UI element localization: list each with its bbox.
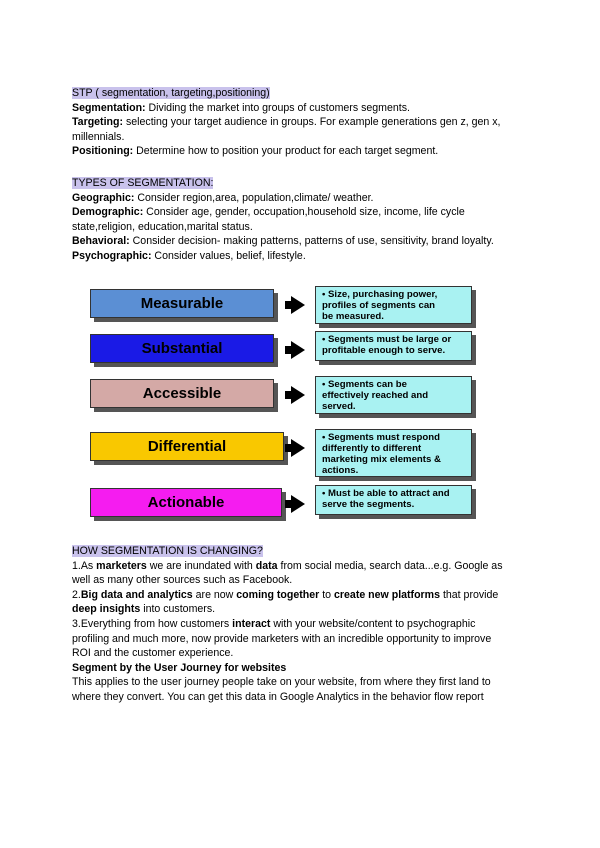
criteria-text-line: be measured.: [322, 311, 384, 322]
criteria-box-substantial: [315, 331, 472, 361]
point-1-line: 1.As marketers we are inundated with data from social media, search data...e.g. Google as: [72, 559, 503, 572]
arrow-right-icon: [291, 341, 305, 359]
journey-heading: Segment by the User Journey for websites: [72, 661, 287, 674]
stp-section: [72, 86, 532, 159]
point-2-line: 2.Big data and analytics are now coming together to create new platforms that provide: [72, 588, 499, 601]
segmentation-line: [72, 101, 532, 116]
criteria-box-differential: [315, 429, 472, 477]
criteria-text-line: • Segments can be: [322, 379, 407, 390]
psychographic-label: Psychographic:: [72, 249, 152, 262]
arrow-right-icon: [291, 296, 305, 314]
criteria-row-differential: [90, 429, 490, 476]
arrow-right-icon: [291, 386, 305, 404]
geographic-line: [72, 191, 532, 206]
criteria-bar-actionable: Actionable: [90, 488, 282, 517]
criteria-text-line: profiles of segments can: [322, 300, 436, 311]
point-3-line: 3.Everything from how customers interact with your website/content to psychographic: [72, 617, 476, 630]
point-3-line-2: profiling and much more, now provide marketers with an incredible opportunity to improve: [72, 632, 492, 645]
criteria-bar-accessible: Accessible: [90, 379, 274, 408]
geographic-label: Geographic:: [72, 191, 135, 204]
criteria-box-accessible: [315, 376, 472, 414]
criteria-text-line: • Segments must be large or: [322, 334, 452, 345]
point-1-line-2: well as many other sources such as Facebook.: [72, 574, 293, 587]
criteria-text-line: marketing mix elements &: [322, 454, 441, 465]
changing-section: [72, 544, 532, 705]
changing-heading: HOW SEGMENTATION IS CHANGING?: [72, 545, 263, 557]
criteria-text-line: serve the segments.: [322, 499, 415, 510]
psychographic-line: [72, 249, 532, 264]
journey-line-2: where they convert. You can get this data in Google Analytics in the behavior flow report: [72, 690, 484, 703]
segmentation-label: Segmentation:: [72, 101, 146, 114]
arrow-right-icon: [291, 439, 305, 457]
positioning-text: Determine how to position your product for each target segment.: [133, 145, 439, 158]
demographic-text: Consider age, gender, occupation,household size, income, life cycle: [143, 206, 465, 219]
criteria-box-actionable: [315, 485, 472, 515]
criteria-row-measurable: [90, 286, 490, 326]
behavioral-text: Consider decision- making patterns, patterns of use, sensitivity, brand loyalty.: [129, 235, 494, 248]
criteria-box-measurable: [315, 286, 472, 324]
arrow-right-icon: [291, 495, 305, 513]
criteria-bar-substantial: Substantial: [90, 334, 274, 363]
criteria-text-line: profitable enough to serve.: [322, 345, 446, 356]
targeting-line: [72, 115, 532, 130]
stp-heading: STP ( segmentation, targeting,positioning): [72, 87, 270, 99]
segmentation-criteria-diagram: [90, 286, 490, 526]
criteria-row-substantial: [90, 331, 490, 371]
journey-line-1: This applies to the user journey people take on your website, from where they first land to: [72, 676, 491, 689]
criteria-row-accessible: [90, 376, 490, 416]
criteria-bar-differential: Differential: [90, 432, 284, 461]
criteria-text-line: actions.: [322, 465, 359, 476]
types-section: [72, 176, 532, 264]
geographic-text: Consider region,area, population,climate/ weather.: [134, 191, 374, 204]
point-3-line-3: ROI and the customer experience.: [72, 647, 234, 660]
criteria-row-actionable: [90, 485, 490, 525]
criteria-text-line: served.: [322, 401, 356, 412]
targeting-line-2: millennials.: [72, 130, 125, 143]
demographic-label: Demographic:: [72, 206, 144, 219]
demographic-line: [72, 205, 532, 220]
criteria-text-line: differently to different: [322, 443, 422, 454]
segmentation-text: Dividing the market into groups of customers segments.: [145, 101, 410, 114]
criteria-text-line: • Segments must respond: [322, 432, 440, 443]
behavioral-label: Behavioral:: [72, 235, 130, 248]
demographic-line-2: state,religion, education,marital status.: [72, 220, 253, 233]
targeting-text: selecting your target audience in groups. For example generations gen z, gen x,: [123, 116, 501, 129]
criteria-text-line: • Size, purchasing power,: [322, 289, 438, 300]
targeting-label: Targeting:: [72, 116, 124, 129]
types-heading: TYPES OF SEGMENTATION:: [72, 177, 214, 189]
positioning-line: [72, 144, 532, 159]
point-2-line-2: deep insights into customers.: [72, 603, 216, 616]
criteria-bar-measurable: Measurable: [90, 289, 274, 318]
criteria-text-line: • Must be able to attract and: [322, 488, 450, 499]
psychographic-text: Consider values, belief, lifestyle.: [151, 249, 306, 262]
criteria-text-line: effectively reached and: [322, 390, 429, 401]
behavioral-line: [72, 234, 532, 249]
positioning-label: Positioning:: [72, 145, 134, 158]
